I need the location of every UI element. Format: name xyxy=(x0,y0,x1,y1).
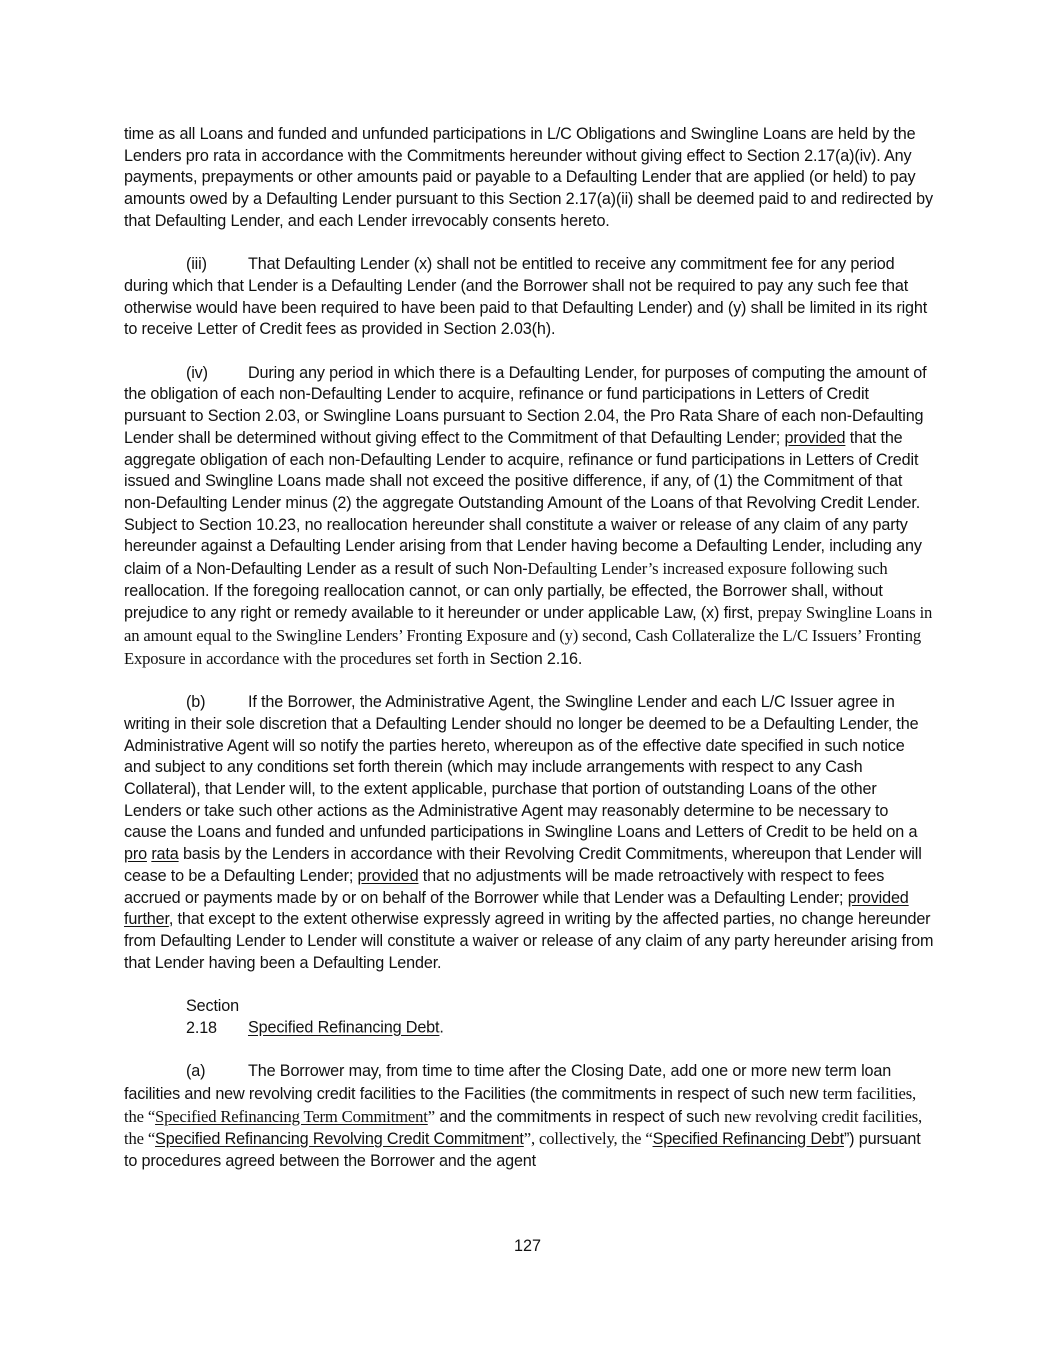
defined-term: Specified Refinancing Term Commitment xyxy=(155,1106,428,1126)
paragraph-a xyxy=(124,1061,934,1173)
paragraph-text: That Defaulting Lender (x) shall not be entitled to receive any commitment fee for any period during which that Lender is a Defaulting Lender (and the Borrower shall not be required to pay any such fee that otherwise would have been required to have been paid to that Defaulting Lender) and (y) shall be limited in its right to receive Letter of Credit fees as provided in Section 2.03(h). xyxy=(124,255,928,339)
paragraph-text: Section 2.16. xyxy=(485,649,583,668)
underlined-term: provided xyxy=(784,428,846,447)
section-number: Section 2.18 xyxy=(186,997,239,1037)
section-title-period: . xyxy=(439,1018,444,1037)
clause-number: (b) xyxy=(186,693,206,712)
underlined-term: provided xyxy=(847,888,909,907)
underlined-term: provided xyxy=(357,866,419,885)
clause-number: (iii) xyxy=(186,255,207,274)
paragraph-text: that no adjustments will be made retroactively with respect to fees accrued or payments made by or on behalf of the Borrower while that Lender was a Defaulting Lender; xyxy=(124,866,885,907)
serif-text: ”, collectively, the “ xyxy=(523,1129,653,1149)
paragraph-text: The Borrower may, from time to time after the Closing Date, add one or more new term loan facilities and new revolving credit facilities to the Facilities (the commitments in respect of such new xyxy=(124,1062,892,1103)
paragraph-iii xyxy=(124,254,934,341)
serif-text: term facilities, the “ xyxy=(124,1083,917,1126)
paragraph-text: If the Borrower, the Administrative Agent, the Swingline Lender and each L/C Issuer agree in writing in their sole discretion that a Defaulting Lender should no longer be deemed to be a Defaulting Lender, the Administrative Agent will so notify the parties hereto, whereupon as of the effective date specified in such notice and subject to any conditions set forth therein (which may include arrangements with respect to any Cash Collateral), that Lender will, to the extent applicable, purchase that portion of outstanding Loans of the other Lenders or take such other actions as the Administrative Agent may reasonably determine to be necessary to cause the Loans and funded and unfunded participations in Swingline Loans and Letters of Credit to be held on a xyxy=(124,693,919,842)
serif-text: new revolving credit facilities, the “ xyxy=(124,1106,923,1149)
paragraph-text: time as all Loans and funded and unfunded participations in L/C Obligations and Swingline Loans are held by the Lenders pro rata in accordance with the Commitments hereunder without giving effect to Section 2.17(a)(iv). Any payments, prepayments or other amounts paid or payable to a Defaulting Lender that are applied (or held) to pay amounts owed by a Defaulting Lender pursuant to this Section 2.17(a)(ii) shall be deemed paid to and redirected by that Defaulting Lender, and each Lender irrevocably consents hereto. xyxy=(124,125,933,230)
clause-number: (iv) xyxy=(186,363,208,382)
serif-text: ” xyxy=(427,1106,435,1126)
section-title: Specified Refinancing Debt xyxy=(248,1018,440,1037)
underlined-term: rata xyxy=(151,845,179,864)
serif-text: prepay Swingline Loans in an amount equal to the Swingline Lenders’ Fronting Exposure and (y) second, Cash Collateralize the L/C Issuers’ Fronting Exposure in accordance with the procedures set forth in xyxy=(124,603,933,668)
serif-text: Defaulting Lender’s increased exposure following such xyxy=(527,559,888,579)
paragraph-text: and the commitments in respect of such xyxy=(434,1107,725,1126)
defined-term: Specified Refinancing Revolving Credit Commitment xyxy=(155,1130,524,1149)
paragraph-continuation xyxy=(124,124,934,233)
defined-term: Specified Refinancing Debt xyxy=(652,1130,844,1149)
paragraph-text: , that except to the extent otherwise expressly agreed in writing by the affected parties, no change hereunder from Defaulting Lender to Lender will constitute a waiver or release of any claim of any party hereunder arising from that Lender having been a Defaulting Lender. xyxy=(124,910,934,972)
paragraph-text: During any period in which there is a Defaulting Lender, for purposes of computing the amount of the obligation of each non-Defaulting Lender to acquire, refinance or fund participations in Letters of Credit pursuant to Section 2.03, or Swingline Loans pursuant to Section 2.04, the Pro Rata Share of each non-Defaulting Lender shall be determined without giving effect to the Commitment of that Defaulting Lender; xyxy=(124,363,927,447)
section-heading xyxy=(124,996,934,1039)
paragraph-text: basis by the Lenders in accordance with their Revolving Credit Commitments, whereupon that Lender will cease to be a Defaulting Lender; xyxy=(124,845,922,885)
paragraph-text: that the aggregate obligation of each non-Defaulting Lender to acquire, refinance or fund participations in Letters of Credit issued and Swingline Loans made shall not exceed the positive difference, if any, of (1) the Commitment of that non-Defaulting Lender minus (2) the aggregate Outstanding Amount of the Loans of that Revolving Credit Lender. Subject to Section 10.23, no reallocation hereunder shall constitute a waiver or release of any claim of any party hereunder against a Defaulting Lender arising from that Lender having become a Defaulting Lender, including any claim of a Non-Defaulting Lender as a result of such Non- xyxy=(124,428,922,579)
page-number: 127 xyxy=(513,1237,541,1255)
clause-number: (a) xyxy=(186,1062,206,1081)
underlined-term: further xyxy=(124,910,169,929)
underlined-term: pro xyxy=(124,845,147,864)
paragraph-text: reallocation. If the foregoing reallocation cannot, or can only partially, be effected, the Borrower shall, without prejudice to any right or remedy available to it hereunder or under applicable Law, (x) first, xyxy=(124,581,883,623)
body-text xyxy=(124,124,934,1194)
paragraph-b xyxy=(124,692,934,974)
paragraph-iv xyxy=(124,363,934,671)
paragraph-text: ”) pursuant to procedures agreed between the Borrower and the agent xyxy=(124,1130,921,1170)
